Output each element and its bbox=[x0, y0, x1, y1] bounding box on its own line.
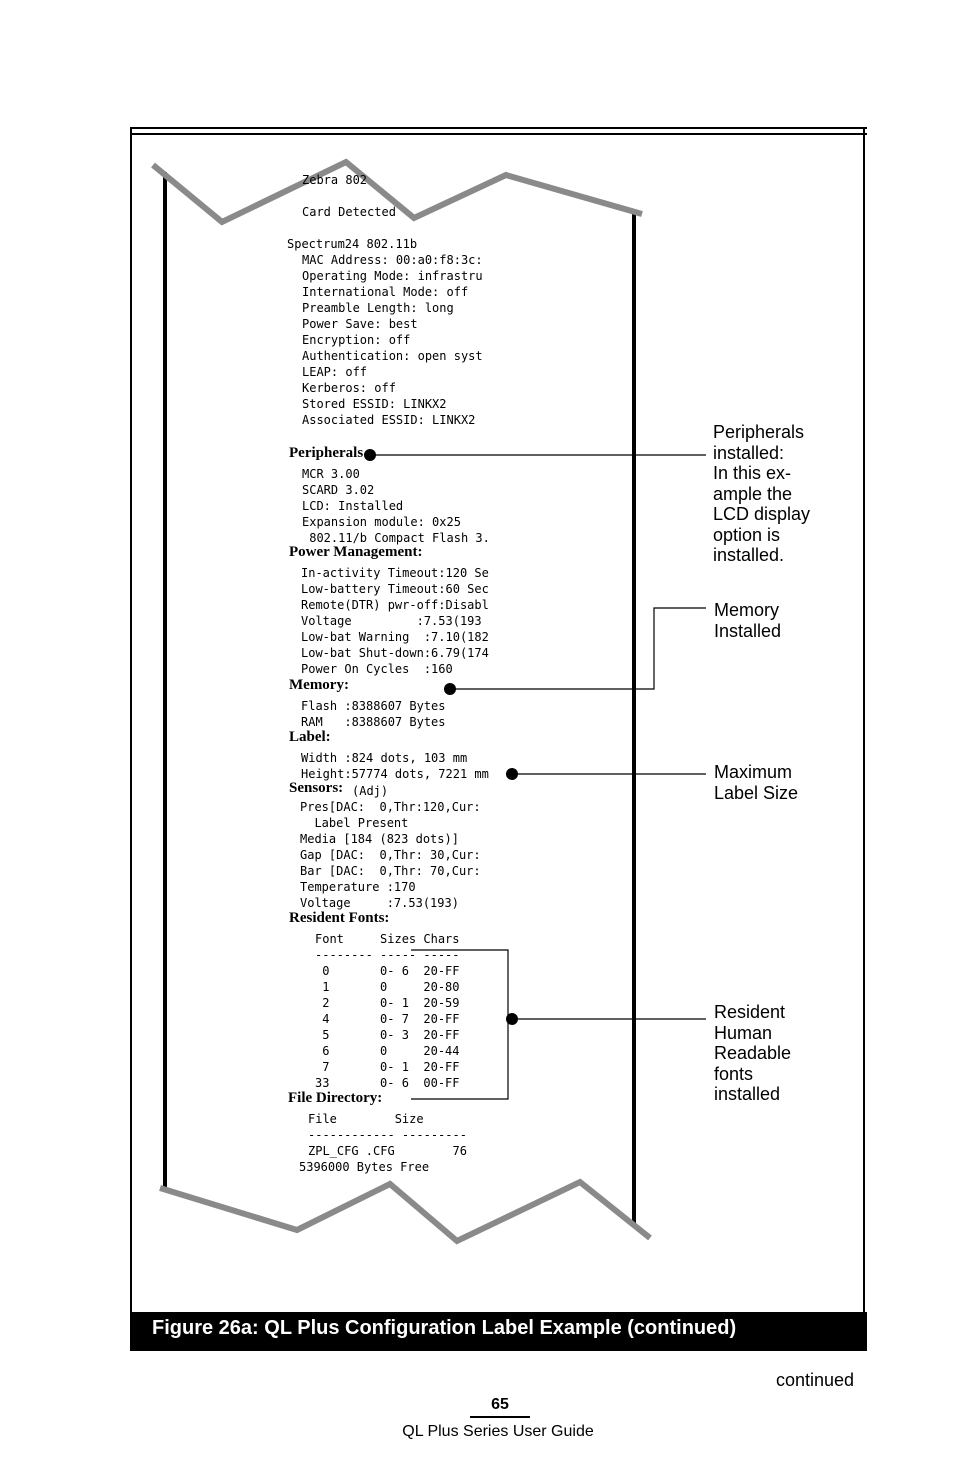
label-body bbox=[280, 150, 498, 1200]
label-line: Low-bat Shut-down:6.79(174 bbox=[301, 646, 489, 660]
label-line: Temperature :170 bbox=[300, 880, 416, 894]
label-line: Power On Cycles :160 bbox=[301, 662, 453, 676]
label-line: Stored ESSID: LINKX2 bbox=[302, 397, 447, 411]
callout-line: installed: bbox=[713, 442, 785, 463]
continued-note: continued bbox=[776, 1370, 855, 1390]
label-section-heading: Resident Fonts: bbox=[289, 910, 390, 926]
callout-memory bbox=[714, 600, 781, 641]
label-line: LEAP: off bbox=[302, 365, 368, 379]
callout-line: Readable bbox=[714, 1043, 792, 1063]
label-line: 5396000 Bytes Free bbox=[299, 1160, 430, 1174]
fonts-dot bbox=[506, 1013, 518, 1025]
label-line: Authentication: open syst bbox=[302, 349, 483, 363]
label-line: 0 0- 6 20-FF bbox=[315, 964, 460, 978]
callout-line: Installed bbox=[714, 620, 782, 641]
label-line: MAC Address: 00:a0:f8:3c: bbox=[302, 253, 483, 267]
label-line: Font Sizes Chars bbox=[315, 932, 460, 946]
page-number: 65 bbox=[491, 1396, 509, 1413]
footer-title: QL Plus Series User Guide bbox=[402, 1423, 594, 1440]
label-section-heading: Sensors: bbox=[289, 780, 344, 796]
label-line: 1 0 20-80 bbox=[315, 980, 460, 994]
callout-line: Peripherals bbox=[713, 422, 805, 442]
label-line: Flash :8388607 Bytes bbox=[301, 699, 446, 713]
callout-line: LCD display bbox=[713, 504, 811, 524]
label-line: Gap [DAC: 0,Thr: 30,Cur: bbox=[300, 848, 481, 862]
callout-line: ample the bbox=[713, 483, 793, 504]
label-line: ZPL_CFG .CFG 76 bbox=[308, 1144, 467, 1158]
label-line: Encryption: off bbox=[302, 333, 411, 347]
label-section-heading: Power Management: bbox=[289, 544, 423, 560]
callout-line: Label Size bbox=[714, 782, 799, 803]
spectrum-heading: Spectrum24 802.11b bbox=[287, 237, 418, 251]
label-line: Voltage :7.53(193) bbox=[300, 896, 459, 910]
label-section-heading: Memory: bbox=[289, 677, 349, 693]
label-line: Voltage :7.53(193 bbox=[301, 614, 482, 628]
callout-line: option is bbox=[713, 524, 781, 545]
label-line: File Size bbox=[308, 1112, 424, 1126]
label-line: In-activity Timeout:120 Se bbox=[301, 566, 489, 580]
label-line: 2 0- 1 20-59 bbox=[315, 996, 460, 1010]
label-line: 4 0- 7 20-FF bbox=[315, 1012, 460, 1026]
label-line: RAM :8388607 Bytes bbox=[301, 715, 446, 729]
label-line: LCD: Installed bbox=[302, 499, 404, 513]
label-line: 33 0- 6 00-FF bbox=[315, 1076, 460, 1090]
label-line: Power Save: best bbox=[302, 317, 418, 331]
callout-line: Maximum bbox=[714, 762, 793, 782]
label-line: Associated ESSID: LINKX2 bbox=[302, 413, 476, 427]
label-line: International Mode: off bbox=[302, 285, 469, 299]
callout-peripherals bbox=[713, 422, 810, 566]
label-line: Label Present bbox=[300, 816, 409, 830]
callout-fonts bbox=[714, 1002, 791, 1105]
label-line: Media [184 (823 dots)] bbox=[300, 832, 459, 846]
label-line: Remote(DTR) pwr-off:Disabl bbox=[301, 598, 489, 612]
label-line: 6 0 20-44 bbox=[315, 1044, 460, 1058]
figure-caption: Figure 26a: QL Plus Configuration Label Example (continued) bbox=[152, 1317, 737, 1339]
callout-line: In this ex- bbox=[713, 463, 792, 483]
label-line: Pres[DAC: 0,Thr:120,Cur: bbox=[300, 800, 481, 814]
callout-line: Memory bbox=[714, 600, 780, 620]
label-line: Card Detected bbox=[302, 205, 396, 219]
label-section-heading: Peripherals bbox=[289, 445, 364, 461]
page-number-rule bbox=[470, 1416, 530, 1418]
label-line: Height:57774 dots, 7221 mm bbox=[301, 767, 489, 781]
label-section-heading: File Directory: bbox=[288, 1090, 383, 1106]
label-line: Kerberos: off bbox=[302, 381, 396, 395]
label-section-heading: Label: bbox=[289, 729, 331, 745]
callout-line: Human bbox=[714, 1022, 773, 1043]
callout-line: Resident bbox=[714, 1002, 786, 1022]
label-line: Low-bat Warning :7.10(182 bbox=[301, 630, 489, 644]
label-line: ------------ --------- bbox=[308, 1128, 467, 1142]
callout-line: installed bbox=[714, 1084, 781, 1104]
label-line: Preamble Length: long bbox=[302, 301, 454, 315]
callout-label-size bbox=[714, 762, 798, 803]
label-line: Low-battery Timeout:60 Sec bbox=[301, 582, 489, 596]
label-line: Width :824 dots, 103 mm bbox=[301, 751, 468, 765]
callout-line: fonts bbox=[714, 1063, 754, 1084]
label-size-dot bbox=[506, 768, 518, 780]
label-line: Bar [DAC: 0,Thr: 70,Cur: bbox=[300, 864, 481, 878]
label-line: -------- ----- ----- bbox=[315, 948, 460, 962]
label-line: 7 0- 1 20-FF bbox=[315, 1060, 460, 1074]
label-line: MCR 3.00 bbox=[302, 467, 360, 481]
label-line: Operating Mode: infrastru bbox=[302, 269, 483, 283]
label-line: (Adj) bbox=[352, 784, 389, 798]
callout-line: installed. bbox=[713, 545, 785, 565]
label-line: Zebra 802 bbox=[302, 173, 368, 187]
label-line: Expansion module: 0x25 bbox=[302, 515, 461, 529]
label-line: 802.11/b Compact Flash 3. bbox=[302, 531, 490, 545]
label-line: SCARD 3.02 bbox=[302, 483, 375, 497]
label-line: 5 0- 3 20-FF bbox=[315, 1028, 460, 1042]
